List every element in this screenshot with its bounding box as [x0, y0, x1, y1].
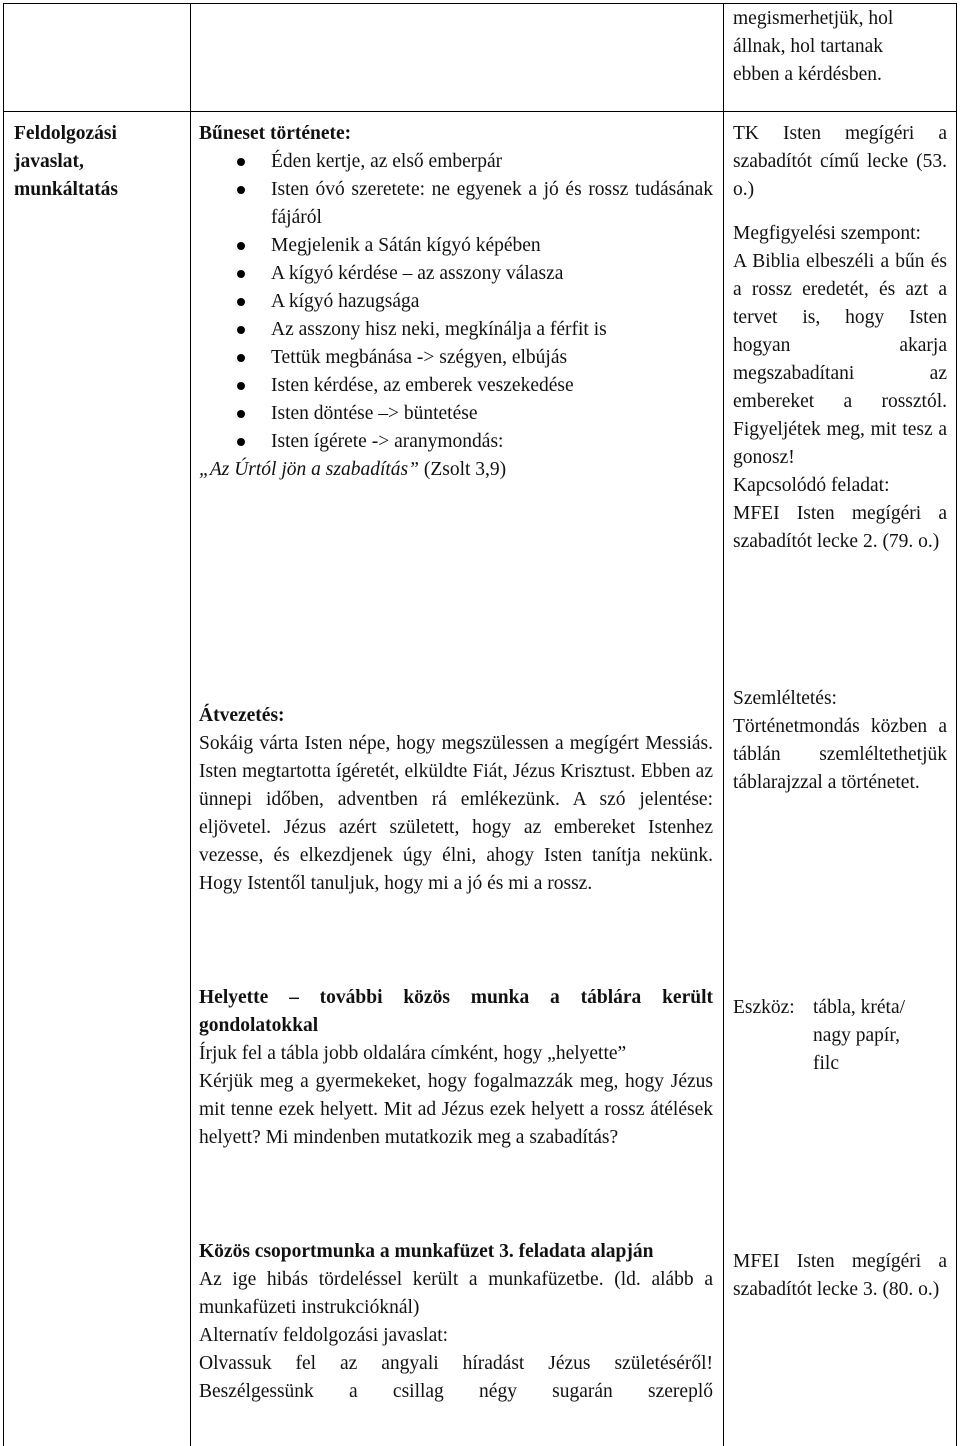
bullet-icon [237, 382, 245, 390]
related-task-label: Kapcsolódó feladat: [733, 475, 890, 496]
header-right-line: ebben a kérdésben. [733, 64, 882, 85]
list-item: Megjelenik a Sátán kígyó képében [199, 232, 713, 260]
illustration-label: Szemléltetés: [733, 688, 837, 709]
illustration-notes [733, 685, 947, 797]
groupwork-section [199, 1238, 713, 1406]
list-item: Éden kertje, az első emberpár [199, 148, 713, 176]
instead-section [199, 984, 713, 1152]
tools-list [733, 994, 947, 1078]
textbook-reference: TK Isten megígéri a szabadítót című lecke (53. o.) [733, 123, 947, 200]
story-bullet-list [199, 148, 713, 456]
transition-body: Sokáig várta Isten népe, hogy megszülessen a megígért Messiás. Isten megtartotta ígéretét, elküldte Fiát, Jézus Krisztust. Ebben az ünnepi időben, adventben rá emlékezünk. A szó jelentése: eljövetel. Jézus azért született, hogy az embereket Istenhez vezesse, és elkezdjenek úgy élni, ahogy Isten tanítja nekünk. Hogy Istentől tanuljuk, hogy mi a jó és mi a rossz. [199, 733, 713, 894]
instead-body-2: Kérjük meg a gyermekeket, hogy fogalmazzák meg, hogy Jézus mit tenne ezek helyett. Mit ad Jézus ezek helyett a rossz átélések helyett? Mi mindenben mutatkozik meg a szabadítás? [199, 1071, 713, 1148]
transition-title: Átvezetés: [199, 705, 285, 726]
table-border-col2 [723, 3, 724, 1446]
tools-notes [733, 994, 947, 1078]
golden-verse-ref: (Zsolt 3,9) [418, 459, 507, 480]
list-item: Isten döntése –> büntetése [199, 400, 713, 428]
list-item: Isten óvó szeretete: ne egyenek a jó és rossz tudásának fájáról [199, 176, 713, 232]
row-label-line: munkáltatás [14, 179, 119, 200]
tool-item: nagy papír, [813, 1025, 900, 1046]
list-item: A kígyó hazugsága [199, 288, 713, 316]
table-row-divider [3, 111, 957, 112]
table-border-col1 [190, 3, 191, 1446]
groupwork-body-1: Az ige hibás tördeléssel került a munkafüzetbe. (ld. alább a munkafüzeti instrukcióknál) [199, 1269, 713, 1318]
golden-verse [199, 456, 713, 484]
bullet-icon [237, 410, 245, 418]
bullet-icon [237, 354, 245, 362]
story-section [199, 120, 713, 484]
row-label-line: Feldolgozási [14, 123, 117, 144]
bullet-icon [237, 242, 245, 250]
story-notes [733, 120, 947, 556]
list-item: A kígyó kérdése – az asszony válasza [199, 260, 713, 288]
header-right-line: állnak, hol tartanak [733, 36, 883, 57]
list-item: Isten ígérete -> aranymondás: [199, 428, 713, 456]
list-item: Isten kérdése, az emberek veszekedése [199, 372, 713, 400]
tools-items [813, 994, 905, 1078]
story-title: Bűneset története: [199, 123, 352, 144]
bullet-icon [237, 438, 245, 446]
header-right-cell [733, 5, 951, 89]
observation-label: Megfigyelési szempont: [733, 223, 921, 244]
groupwork-body-3: Olvassuk fel az angyali híradást Jézus születéséről! Beszélgessünk a csillag négy sugarán szereplő [199, 1353, 713, 1402]
illustration-text: Történetmondás közben a táblán szemléltethetjük táblarajzzal a történetet. [733, 716, 947, 793]
bullet-icon [237, 298, 245, 306]
row-label [14, 120, 184, 204]
workbook-reference-text: MFEI Isten megígéri a szabadítót lecke 3. (80. o.) [733, 1251, 947, 1300]
table-border-left [3, 3, 4, 1446]
table-border-right [956, 3, 957, 1446]
observation-text: A Biblia elbeszéli a bűn és a rossz eredetét, és azt a tervet is, hogy Isten hogyan akarja megszabadítani az embereket a rossztól. Figyeljétek meg, mit tesz a gonosz! [733, 251, 947, 468]
groupwork-title: Közös csoportmunka a munkafüzet 3. feladata alapján [199, 1241, 654, 1262]
tool-item: filc [813, 1053, 839, 1074]
list-item: Az asszony hisz neki, megkínálja a férfit is [199, 316, 713, 344]
bullet-icon [237, 186, 245, 194]
instead-title: Helyette – további közös munka a táblára került gondolatokkal [199, 987, 713, 1036]
bullet-icon [237, 158, 245, 166]
list-item: Tettük megbánása -> szégyen, elbújás [199, 344, 713, 372]
table-border-top [3, 3, 957, 4]
bullet-icon [237, 326, 245, 334]
related-task-text: MFEI Isten megígéri a szabadítót lecke 2. (79. o.) [733, 503, 947, 552]
bullet-icon [237, 270, 245, 278]
workbook-reference [733, 1248, 947, 1304]
tool-item: tábla, kréta/ [813, 997, 906, 1018]
instead-body-1: Írjuk fel a tábla jobb oldalára címként, hogy „helyette” [199, 1043, 627, 1064]
row-label-line: javaslat, [14, 151, 84, 172]
golden-verse-text: „Az Úrtól jön a szabadítás” [199, 459, 419, 480]
groupwork-body-2: Alternatív feldolgozási javaslat: [199, 1325, 449, 1346]
header-right-line: megismerhetjük, hol [733, 8, 894, 29]
tools-label: Eszköz: [733, 997, 795, 1018]
transition-section [199, 702, 713, 898]
